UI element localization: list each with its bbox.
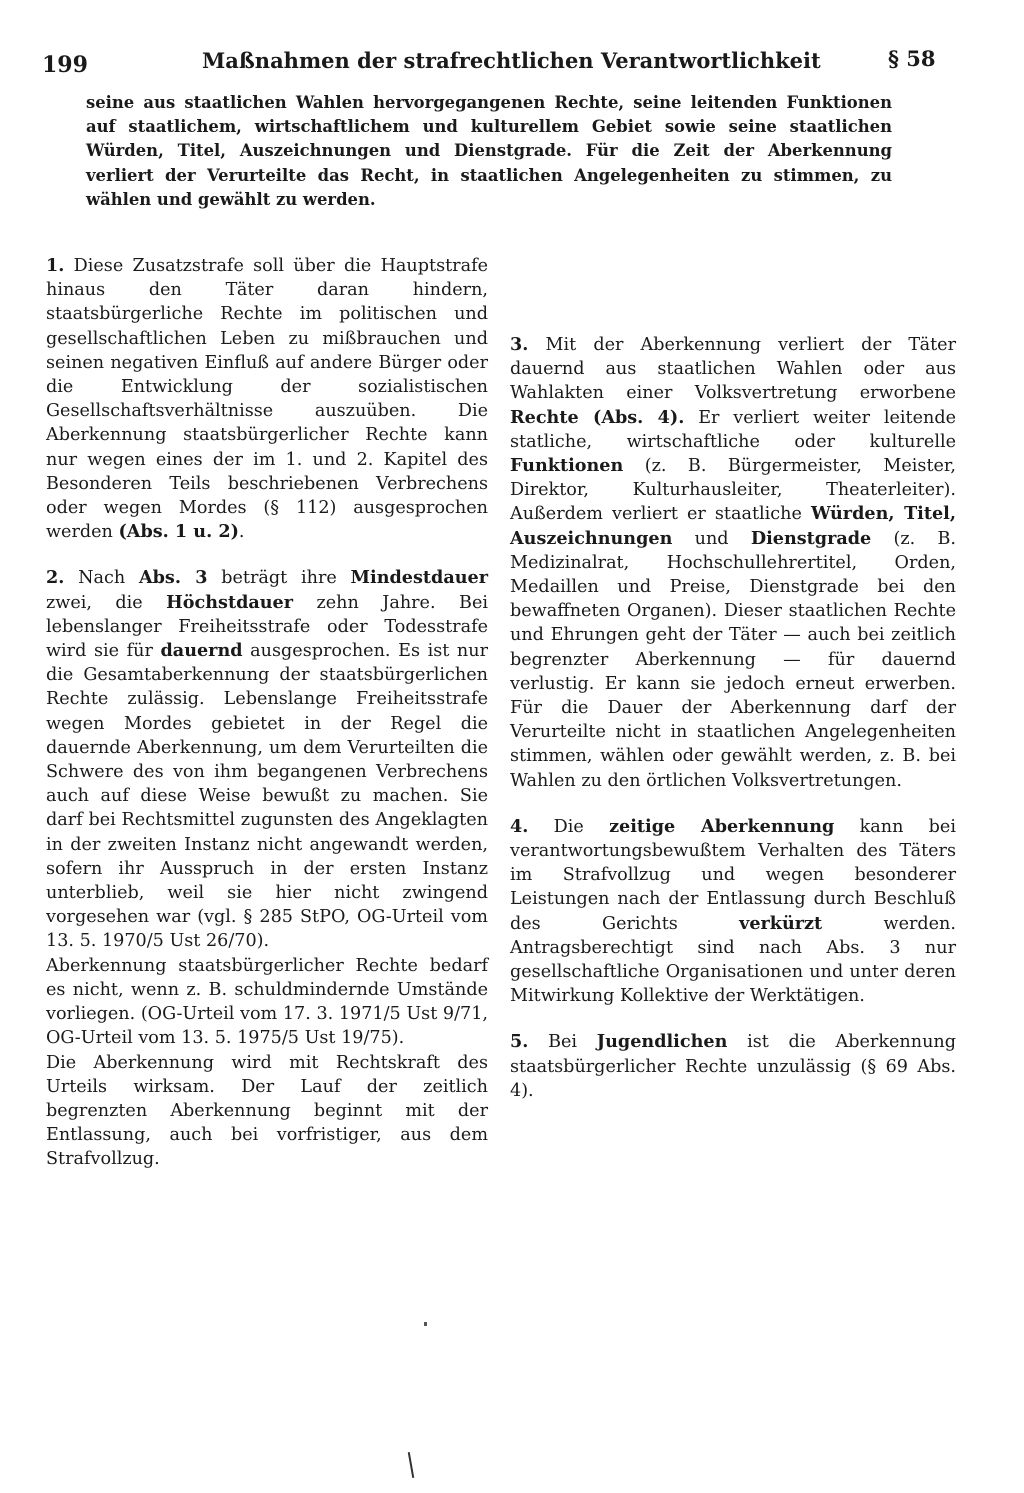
note-emphasis: verkürzt bbox=[739, 912, 823, 934]
note-emphasis: Höchstdauer bbox=[166, 591, 294, 613]
note-text: ist die Aberkennung staatsbürgerlicher Rechte unzulässig (§ 69 Abs. 4). bbox=[510, 1032, 956, 1101]
note-number: 3. bbox=[510, 334, 529, 355]
note-number: 4. bbox=[510, 815, 529, 837]
note-emphasis: Abs. 3 bbox=[138, 567, 208, 589]
note-text: ausgesprochen. Es ist nur die Gesamtaberkennung der staatsbürgerlichen Rechte zulässig. Lebenslange Freiheitsstrafe wegen Mordes gebietet in der Regel die dauernde Aberkennung, um dem Verurteilten die Schwere des von ihm begangenen Verbrechens auch auf diese Weise bewußt zu machen. Sie darf bei Rechtsmittel zugunsten des Angeklagten in der zweiten Instanz nicht angewandt werden, sofern ihr Ausspruch in der ersten Instanz unterblieb, weil sie hier nicht zwingend vorgesehen war (vgl. § 285 StPO, OG-Urteil vom 13. 5. 1970/5 Ust 26/70). bbox=[46, 641, 488, 952]
statute-text: seine aus staatlichen Wahlen hervorgegangenen Rechte, seine leitenden Funktionen auf staatlichem, wirtschaftlichem und kulturellem Gebiet sowie seine staatlichen Würden, Titel, Auszeichnungen und Dienstgrade. Für die Zeit der Aberkennung verliert der Verurteilte das Recht, in staatlichen Angelegenheiten zu stimmen, zu wählen und gewählt zu werden. bbox=[86, 93, 892, 209]
note-text: werden. Antragsberechtigt sind nach Abs. 3 nur gesellschaftliche Organisationen und unter deren Mitwirkung Kollektive der Werktätigen. bbox=[510, 913, 956, 1007]
print-mark bbox=[408, 1452, 414, 1478]
commentary-note-2-continued: Die Aberkennung wird mit Rechtskraft des Urteils wirksam. Der Lauf der zeitlich begrenzten Aberkennung beginnt mit der Entlassung, auch bei vorfristiger, aus dem Strafvollzug. bbox=[46, 1052, 488, 1170]
commentary-note-2 bbox=[46, 566, 488, 953]
note-emphasis: Jugendlichen bbox=[596, 1031, 728, 1053]
note-emphasis: Würden, Titel, Auszeichnungen bbox=[510, 503, 956, 549]
note-text: Die bbox=[528, 816, 610, 837]
note-emphasis: Rechte (Abs. 4). bbox=[510, 406, 685, 428]
note-emphasis: dauernd bbox=[160, 640, 243, 662]
commentary-note-4 bbox=[510, 815, 956, 1009]
note-emphasis: Mindestdauer bbox=[350, 567, 488, 589]
commentary-note-5 bbox=[510, 1030, 956, 1103]
note-text: und bbox=[672, 528, 751, 549]
commentary-column-right bbox=[510, 247, 956, 1103]
note-number: 5. bbox=[510, 1031, 529, 1053]
note-text: (z. B. Medizinalrat, Hochschullehrertitel, Orden, Medaillen und Preise, Dienstgrade bei den bewaffneten Organen). Dieser staatlichen Rechte und Ehrungen geht der Täter — auch bei zeitlich begrenzter Aberkennung — für dauernd verlustig. Er kann sie jedoch erneut erwerben. Für die Dauer der Aberkennung darf der Verurteilte nicht in staatlichen Angelegenheiten stimmen, wählen oder gewählt werden, z. B. bei Wahlen zu den örtlichen Volksvertretungen. bbox=[510, 528, 956, 791]
note-text: Er verliert weiter leitende statliche, wirtschaftliche oder kulturelle bbox=[510, 407, 956, 452]
note-text: kann bei verantwortungsbewußtem Verhalten des Täters im Strafvollzug und wegen besonderer Leistungen nach der Entlassung durch Beschluß des Gerichts bbox=[510, 816, 956, 934]
note-text: zwei, die bbox=[46, 592, 167, 613]
page-number: 199 bbox=[42, 52, 88, 78]
running-head: Maßnahmen der strafrechtlichen Verantwortlichkeit bbox=[202, 48, 821, 73]
commentary-note-2-continued: Aberkennung staatsbürgerlicher Rechte bedarf es nicht, wenn z. B. schuldmindernde Umstände vorliegen. (OG-Urteil vom 17. 3. 1971/5 Ust 9/71, OG-Urteil vom 13. 5. 1975/5 Ust 19/75). bbox=[46, 955, 488, 1049]
note-emphasis: Funktionen bbox=[510, 455, 624, 477]
commentary-note-1 bbox=[46, 254, 488, 544]
note-number: 1. bbox=[46, 255, 65, 276]
commentary-note-3 bbox=[510, 333, 956, 793]
note-text: beträgt ihre bbox=[207, 568, 351, 589]
note-text: Mit der Aberkennung verliert der Täter dauernd aus staatlichen Wahlen oder aus Wahlakten einer Volksvertretung erworbene bbox=[510, 335, 956, 404]
note-text: Diese Zusatzstrafe soll über die Hauptstrafe hinaus den Täter daran hindern, staatsbürgerliche Rechte im politischen und gesellschaftlichen Leben zu mißbrauchen und seinen negativen Einfluß auf andere Bürger oder die Entwicklung der sozialistischen Gesellschaftsverhältnisse auszuüben. Die Aberkennung staatsbürgerlicher Rechte kann nur wegen eines der im 1. und 2. Kapitel des Besonderen Teils beschriebenen Verbrechens oder wegen Mordes (§ 112) ausgesprochen werden bbox=[46, 256, 488, 543]
section-mark: § 58 bbox=[888, 46, 936, 71]
commentary-column-left bbox=[46, 254, 488, 1172]
note-number: 2. bbox=[46, 567, 65, 589]
note-emphasis: (Abs. 1 u. 2) bbox=[118, 521, 239, 543]
note-text: Nach bbox=[64, 568, 139, 589]
note-text: . bbox=[238, 522, 245, 543]
note-text: zehn Jahre. Bei lebenslanger Freiheitsstrafe oder Todesstrafe wird sie für bbox=[46, 592, 488, 662]
note-text: Bei bbox=[528, 1032, 597, 1053]
print-speck bbox=[424, 1322, 427, 1326]
note-emphasis: Dienstgrade bbox=[750, 527, 872, 549]
note-text: (z. B. Bürgermeister, Meister, Direktor, Kulturhausleiter, Theaterleiter). Außerdem verliert er staatliche bbox=[510, 456, 956, 525]
note-emphasis: zeitige Aberkennung bbox=[609, 815, 835, 837]
